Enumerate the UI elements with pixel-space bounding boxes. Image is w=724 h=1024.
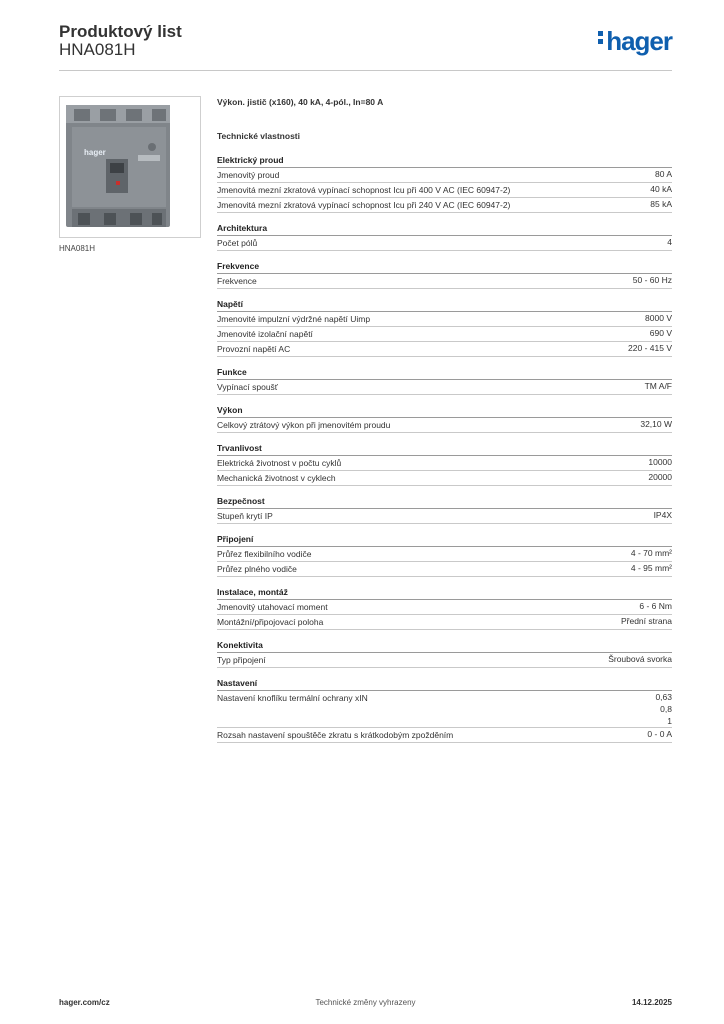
spec-label: Provozní napětí AC xyxy=(217,344,291,354)
spec-group xyxy=(217,638,672,668)
spec-value xyxy=(631,562,672,576)
spec-row xyxy=(217,471,672,486)
spec-group-title: Frekvence xyxy=(217,259,672,274)
spec-row xyxy=(217,509,672,524)
spec-label: Celkový ztrátový výkon při jmenovitém proudu xyxy=(217,420,391,430)
spec-row xyxy=(217,691,672,728)
footer-website[interactable]: hager.com/cz xyxy=(59,998,110,1007)
spec-value xyxy=(650,183,672,197)
spec-value-line: 1 xyxy=(667,716,672,726)
product-description: Výkon. jistič (x160), 40 kA, 4-pól., In=80 A xyxy=(217,97,384,107)
footer-date: 14.12.2025 xyxy=(631,998,672,1007)
spec-value-line: 10000 xyxy=(648,457,672,467)
spec-group-title: Výkon xyxy=(217,403,672,418)
spec-row xyxy=(217,274,672,289)
spec-value xyxy=(655,168,672,182)
spec-value xyxy=(650,327,672,341)
spec-label: Průřez flexibilního vodiče xyxy=(217,549,312,559)
spec-label: Jmenovitá mezní zkratová vypínací schopnost Icu při 240 V AC (IEC 60947-2) xyxy=(217,200,511,210)
spec-group xyxy=(217,297,672,357)
spec-value xyxy=(647,728,672,742)
spec-value xyxy=(633,274,672,288)
spec-label: Mechanická životnost v cyklech xyxy=(217,473,336,483)
spec-row xyxy=(217,327,672,342)
spec-label: Jmenovitá mezní zkratová vypínací schopnost Icu při 400 V AC (IEC 60947-2) xyxy=(217,185,511,195)
spec-value-line: Šroubová svorka xyxy=(608,654,672,664)
spec-value-line: IP4X xyxy=(653,510,672,520)
spec-group-title: Připojení xyxy=(217,532,672,547)
spec-label: Jmenovitý proud xyxy=(217,170,280,180)
spec-value-line: 8000 V xyxy=(645,313,672,323)
spec-value-line: 4 - 95 mm² xyxy=(630,563,672,573)
technical-properties-heading: Technické vlastnosti xyxy=(217,131,300,141)
spec-value xyxy=(639,600,672,614)
logo-dots-icon xyxy=(598,28,604,47)
footer-note: Technické změny vyhrazeny xyxy=(315,998,416,1007)
spec-value-line: 4 xyxy=(667,237,672,247)
spec-label: Elektrická životnost v počtu cyklů xyxy=(217,458,342,468)
spec-group xyxy=(217,494,672,524)
spec-group xyxy=(217,532,672,577)
hager-logo xyxy=(598,26,672,57)
spec-group-title: Elektrický proud xyxy=(217,153,672,168)
spec-label: Typ připojení xyxy=(217,655,266,665)
spec-row xyxy=(217,615,672,630)
spec-value-line: 0 - 0 A xyxy=(647,729,672,739)
spec-value xyxy=(621,615,672,629)
product-code: HNA081H xyxy=(59,40,136,59)
spec-row xyxy=(217,562,672,577)
spec-value-line: 80 A xyxy=(654,169,672,179)
spec-group-title: Instalace, montáž xyxy=(217,585,672,600)
spec-row xyxy=(217,183,672,198)
spec-label: Rozsah nastavení spouštěče zkratu s krátkodobým zpožděním xyxy=(217,730,454,740)
spec-row xyxy=(217,547,672,562)
spec-label: Frekvence xyxy=(217,276,257,286)
spec-label: Počet pólů xyxy=(217,238,258,248)
spec-group xyxy=(217,585,672,630)
spec-value-line: 220 - 415 V xyxy=(628,343,672,353)
circuit-breaker-image xyxy=(60,97,200,237)
spec-value xyxy=(667,236,672,250)
document-title: Produktový list xyxy=(59,22,182,41)
spec-label: Průřez plného vodiče xyxy=(217,564,297,574)
product-image-caption: HNA081H xyxy=(59,244,96,253)
spec-value xyxy=(650,198,672,212)
spec-label: Stupeň krytí IP xyxy=(217,511,273,521)
spec-value-line: 690 V xyxy=(649,328,672,338)
spec-content xyxy=(217,96,672,743)
spec-group xyxy=(217,676,672,743)
spec-value-line: 20000 xyxy=(648,472,672,482)
spec-group-title: Funkce xyxy=(217,365,672,380)
spec-value xyxy=(640,418,672,432)
svg-text:hager: hager xyxy=(84,148,106,157)
spec-value-line: Přední strana xyxy=(620,616,672,626)
spec-row xyxy=(217,168,672,183)
spec-value xyxy=(631,547,672,561)
spec-row xyxy=(217,312,672,327)
spec-value xyxy=(648,471,672,485)
spec-value xyxy=(628,342,672,356)
spec-value-line: 32,10 W xyxy=(640,419,672,429)
spec-value-line: 0,63 xyxy=(655,692,672,702)
spec-group xyxy=(217,221,672,251)
spec-label: Montážní/připojovací poloha xyxy=(217,617,324,627)
spec-value xyxy=(655,691,672,727)
product-image-frame xyxy=(59,96,201,238)
spec-group xyxy=(217,259,672,289)
spec-label: Jmenovité izolační napětí xyxy=(217,329,313,339)
spec-row xyxy=(217,600,672,615)
spec-label: Jmenovité impulzní výdržné napětí Uimp xyxy=(217,314,371,324)
spec-value-line: TM A/F xyxy=(644,381,672,391)
spec-row xyxy=(217,198,672,213)
spec-label: Jmenovitý utahovací moment xyxy=(217,602,328,612)
spec-group-title: Architektura xyxy=(217,221,672,236)
spec-groups xyxy=(217,153,672,743)
page-header xyxy=(59,20,672,71)
spec-group xyxy=(217,153,672,213)
spec-value-line: 40 kA xyxy=(650,184,672,194)
spec-row xyxy=(217,728,672,743)
spec-label: Vypínací spoušť xyxy=(217,382,278,392)
spec-group xyxy=(217,365,672,395)
spec-value xyxy=(654,509,672,523)
spec-row xyxy=(217,653,672,668)
spec-group-title: Trvanlivost xyxy=(217,441,672,456)
spec-label: Nastavení knoflíku termální ochrany xIN xyxy=(217,693,368,703)
spec-row xyxy=(217,418,672,433)
spec-row xyxy=(217,380,672,395)
spec-value xyxy=(648,456,672,470)
logo-text: hager xyxy=(606,26,672,56)
spec-value-line: 0,8 xyxy=(660,704,672,714)
spec-group-title: Nastavení xyxy=(217,676,672,691)
spec-value-line: 6 - 6 Nm xyxy=(639,601,672,611)
spec-value-line: 85 kA xyxy=(650,199,672,209)
spec-value xyxy=(645,380,672,394)
spec-value-line: 4 - 70 mm² xyxy=(630,548,672,558)
spec-row xyxy=(217,342,672,357)
spec-value xyxy=(608,653,672,667)
spec-row xyxy=(217,236,672,251)
spec-group-title: Napětí xyxy=(217,297,672,312)
spec-group-title: Konektivita xyxy=(217,638,672,653)
spec-row xyxy=(217,456,672,471)
spec-group xyxy=(217,441,672,486)
spec-value-line: 50 - 60 Hz xyxy=(632,275,672,285)
spec-group xyxy=(217,403,672,433)
spec-value xyxy=(645,312,672,326)
spec-group-title: Bezpečnost xyxy=(217,494,672,509)
